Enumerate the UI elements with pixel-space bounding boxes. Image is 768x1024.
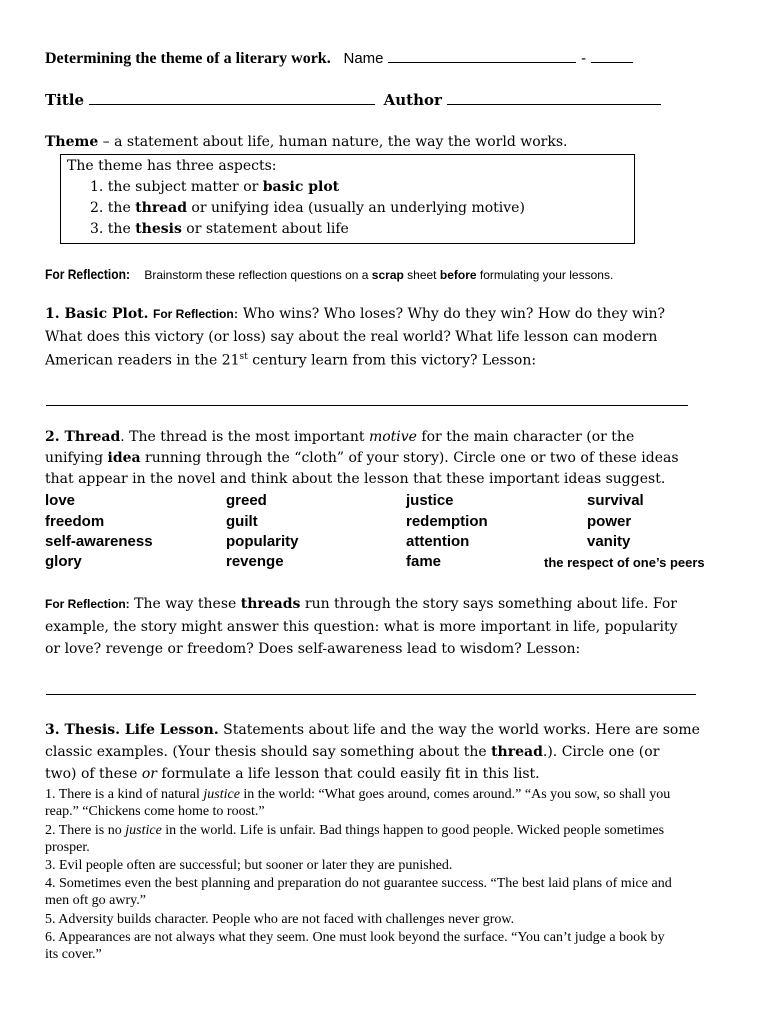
section2-reflection-line1: For Reflection: The way these threads run through the story says something about life. For [45, 596, 677, 612]
thesis-example: 1. There is a kind of natural justice in the world: “What goes around, comes around.” “As you sow, so shall you [45, 787, 671, 802]
idea-word[interactable]: redemption [406, 513, 488, 530]
idea-word[interactable]: popularity [226, 533, 299, 550]
section1-line1: 1. Basic Plot. For Reflection: Who wins? Who loses? Why do they win? How do they win? [45, 306, 666, 322]
idea-word[interactable]: fame [406, 553, 442, 570]
section2-reflection-line3: or love? revenge or freedom? Does self-awareness lead to wisdom? Lesson: [45, 641, 581, 657]
section1-heading: 1. Basic Plot. [45, 306, 149, 322]
idea-word[interactable]: love [45, 492, 76, 509]
thesis-example-cont: men oft go awry.” [45, 893, 146, 908]
idea-word[interactable]: glory [45, 553, 82, 570]
thesis-example: 3. Evil people often are successful; but sooner or later they are punished. [45, 858, 453, 873]
thesis-example-cont: prosper. [45, 840, 90, 855]
idea-word[interactable]: survival [587, 492, 644, 509]
thesis-example-cont: reap.” “Chickens come home to roost.” [45, 804, 265, 819]
section2-heading: 2. Thread [45, 429, 121, 445]
section2-reflection-line2: example, the story might answer this question: what is more important in life, popularity [45, 619, 678, 635]
idea-word[interactable]: the respect of one’s peers [544, 555, 705, 570]
section1-line2: What does this victory (or loss) say about the real world? What life lesson can modern [45, 329, 658, 345]
idea-word[interactable]: attention [406, 533, 470, 550]
idea-word[interactable]: guilt [226, 513, 258, 530]
idea-word[interactable]: self-awareness [45, 533, 153, 550]
theme-term: Theme [45, 134, 99, 150]
idea-word[interactable]: justice [406, 492, 454, 509]
thesis-example: 2. There is no justice in the world. Life is unfair. Bad things happen to good people. Wicked people sometimes [45, 823, 665, 838]
dash: - [581, 50, 587, 67]
author-blank[interactable] [447, 90, 661, 105]
section3-line3: two) of these or formulate a life lesson that could easily fit in this list. [45, 766, 540, 782]
period-blank[interactable] [591, 48, 633, 63]
idea-word[interactable]: greed [226, 492, 267, 509]
reflection-label: For Reflection: [45, 266, 130, 282]
section3-line2: classic examples. (Your thesis should say something about the thread.). Circle one (or [45, 744, 660, 760]
worksheet-header [45, 48, 633, 68]
aspects-intro: The theme has three aspects: [67, 158, 277, 174]
title-label: Title [45, 91, 85, 109]
thesis-example: 5. Adversity builds character. People who are not faced with challenges never grow. [45, 912, 515, 927]
idea-word[interactable]: power [587, 513, 632, 530]
idea-word[interactable]: vanity [587, 533, 631, 550]
theme-definition [45, 134, 567, 150]
section1-lesson-line[interactable] [46, 405, 688, 406]
theme-definition-text: – a statement about life, human nature, the way the world works. [98, 134, 568, 150]
section3-line1: 3. Thesis. Life Lesson. Statements about life and the way the world works. Here are some [45, 722, 700, 738]
title-blank[interactable] [89, 90, 375, 105]
thesis-example: 4. Sometimes even the best planning and preparation do not guarantee success. “The best laid plans of mice and [45, 876, 672, 891]
idea-word[interactable]: freedom [45, 513, 105, 530]
section3-heading: 3. Thesis. Life Lesson. [45, 722, 219, 738]
title-author-row [45, 90, 661, 109]
thesis-example: 6. Appearances are not always what they seem. One must look beyond the surface. “You can’t judge a book by [45, 930, 665, 945]
idea-word[interactable]: revenge [226, 553, 284, 570]
aspect-item: 3. the thesis or statement about life [90, 221, 349, 237]
section2-line1: 2. Thread. The thread is the most important motive for the main character (or the [45, 429, 635, 445]
section2-line3: that appear in the novel and think about the lesson that these important ideas suggest. [45, 471, 666, 487]
author-label: Author [383, 91, 442, 109]
section1-line3: American readers in the 21st century learn from this victory? Lesson: [45, 352, 537, 369]
aspect-item: 2. the thread or unifying idea (usually an underlying motive) [90, 200, 525, 216]
section2-line2: unifying idea running through the “cloth” of your story). Circle one or two of these ideas [45, 450, 679, 466]
name-label: Name [343, 50, 384, 67]
reflection-intro: For Reflection: Brainstorm these reflection questions on a scrap sheet before formulating your lessons. [45, 266, 614, 282]
aspect-item: 1. the subject matter or basic plot [90, 179, 340, 195]
thesis-example-cont: its cover.” [45, 947, 102, 962]
worksheet-title: Determining the theme of a literary work. [45, 50, 331, 67]
section2-lesson-line[interactable] [46, 694, 696, 695]
name-blank[interactable] [388, 48, 576, 63]
